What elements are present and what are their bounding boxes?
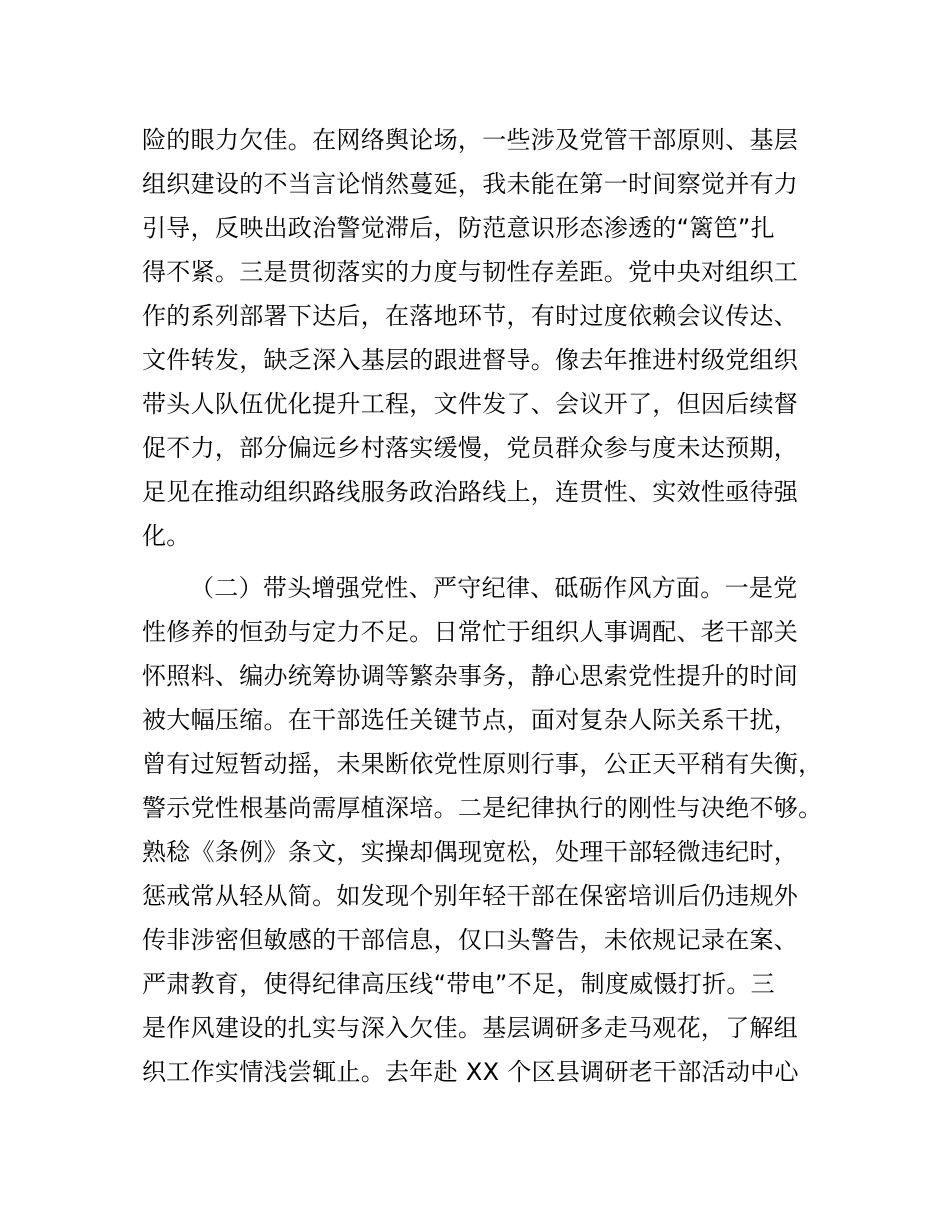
text-line-15: 曾有过短暂动摇，未果断依党性原则行事，公正天平稍有失衡， [142,750,823,778]
text-line-6: 文件转发，缺乏深入基层的跟进督导。像去年推进村级党组织 [142,346,799,374]
section-heading-line: （二）带头增强党性、严守纪律、砥砺作风方面。一是党 [190,574,798,602]
text-line-7: 带头人队伍优化提升工程，文件发了、会议开了，但因后续督 [142,390,799,418]
text-line-22: 织工作实情浅尝辄止。去年赴 XX 个区县调研老干部活动中心 [142,1058,799,1086]
text-line-16: 警示党性根基尚需厚植深培。二是纪律执行的刚性与决绝不够。 [142,794,823,822]
text-line-20: 严肃教育，使得纪律高压线“带电”不足，制度威慑打折。三 [142,970,775,998]
text-line-2: 组织建设的不当言论悄然蔓延，我未能在第一时间察觉并有力 [142,170,799,198]
text-line-5: 作的系列部署下达后，在落地环节，有时过度依赖会议传达、 [142,302,799,330]
text-line-12: 性修养的恒劲与定力不足。日常忙于组织人事调配、老干部关 [142,618,799,646]
text-line-18: 惩戒常从轻从简。如发现个别年轻干部在保密培训后仍违规外 [142,882,799,910]
text-line-1: 险的眼力欠佳。在网络舆论场，一些涉及党管干部原则、基层 [142,126,799,154]
text-line-9: 足见在推动组织路线服务政治路线上，连贯性、实效性亟待强 [142,478,799,506]
text-line-3: 引导，反映出政治警觉滞后，防范意识形态渗透的“篱笆”扎 [142,214,775,242]
text-line-8: 促不力，部分偏远乡村落实缓慢，党员群众参与度未达预期， [142,434,799,462]
text-line-4: 得不紧。三是贯彻落实的力度与韧性存差距。党中央对组织工 [142,258,799,286]
text-line-17: 熟稔《条例》条文，实操却偶现宽松，处理干部轻微违纪时， [142,838,799,866]
text-line-19: 传非涉密但敏感的干部信息，仅口头警告，未依规记录在案、 [142,926,799,954]
text-line-10: 化。 [142,522,191,550]
text-line-14: 被大幅压缩。在干部选任关键节点，面对复杂人际关系干扰， [142,706,799,734]
text-line-21: 是作风建设的扎实与深入欠佳。基层调研多走马观花，了解组 [142,1014,799,1042]
text-line-13: 怀照料、编办统筹协调等繁杂事务，静心思索党性提升的时间 [142,662,799,690]
